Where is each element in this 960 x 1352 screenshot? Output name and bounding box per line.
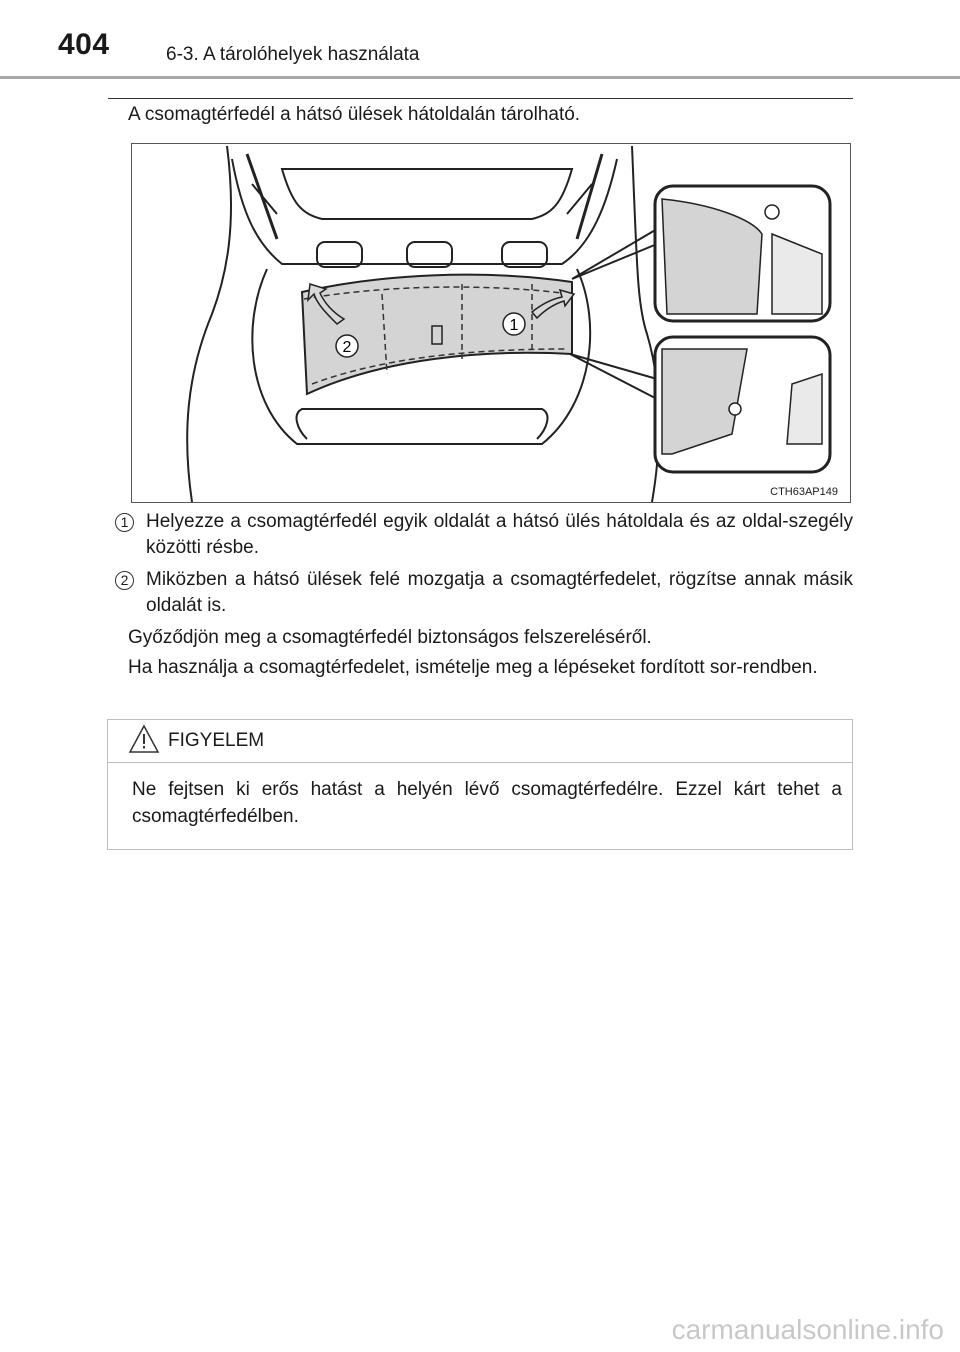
warning-text: Ne fejtsen ki erős hatást a helyén lévő csomagtérfedélre. Ezzel kárt tehet a csomagtérfedélben.	[132, 779, 842, 827]
warning-triangle-icon	[128, 724, 160, 754]
header-rule	[0, 76, 960, 79]
page-number: 404	[58, 28, 110, 61]
step-number: 2	[115, 571, 134, 590]
content-rule	[108, 98, 853, 99]
trunk-illustration	[131, 143, 851, 503]
trunk-drawing	[132, 144, 850, 502]
callout-2: 2	[342, 339, 352, 356]
step-number: 1	[115, 513, 134, 532]
step-1	[108, 509, 853, 561]
warning-header	[108, 720, 852, 763]
step-2	[108, 567, 853, 619]
intro-text: A csomagtérfedél a hátsó ülések hátoldalán tárolható.	[128, 104, 581, 125]
step-text: Miközben a hátsó ülések felé mozgatja a csomagtérfedelet, rögzítse annak másik oldalát is.	[146, 569, 853, 616]
callout-1: 1	[509, 317, 519, 334]
step-text: Helyezze a csomagtérfedél egyik oldalát a hátsó ülés hátoldala és az oldal-szegély közötti résbe.	[146, 511, 853, 558]
warning-box	[107, 719, 853, 850]
watermark: carmanualsonline.info	[671, 1314, 944, 1345]
figure-code: CTH63AP149	[770, 486, 838, 498]
section-title: 6-3. A tárolóhelyek használata	[166, 44, 420, 65]
warning-title: FIGYELEM	[168, 730, 265, 751]
note-secure: Győződjön meg a csomagtérfedél biztonságos felszereléséről.	[128, 627, 652, 648]
note-reverse: Ha használja a csomagtérfedelet, ismételje meg a lépéseket fordított sor-rendben.	[128, 657, 818, 678]
